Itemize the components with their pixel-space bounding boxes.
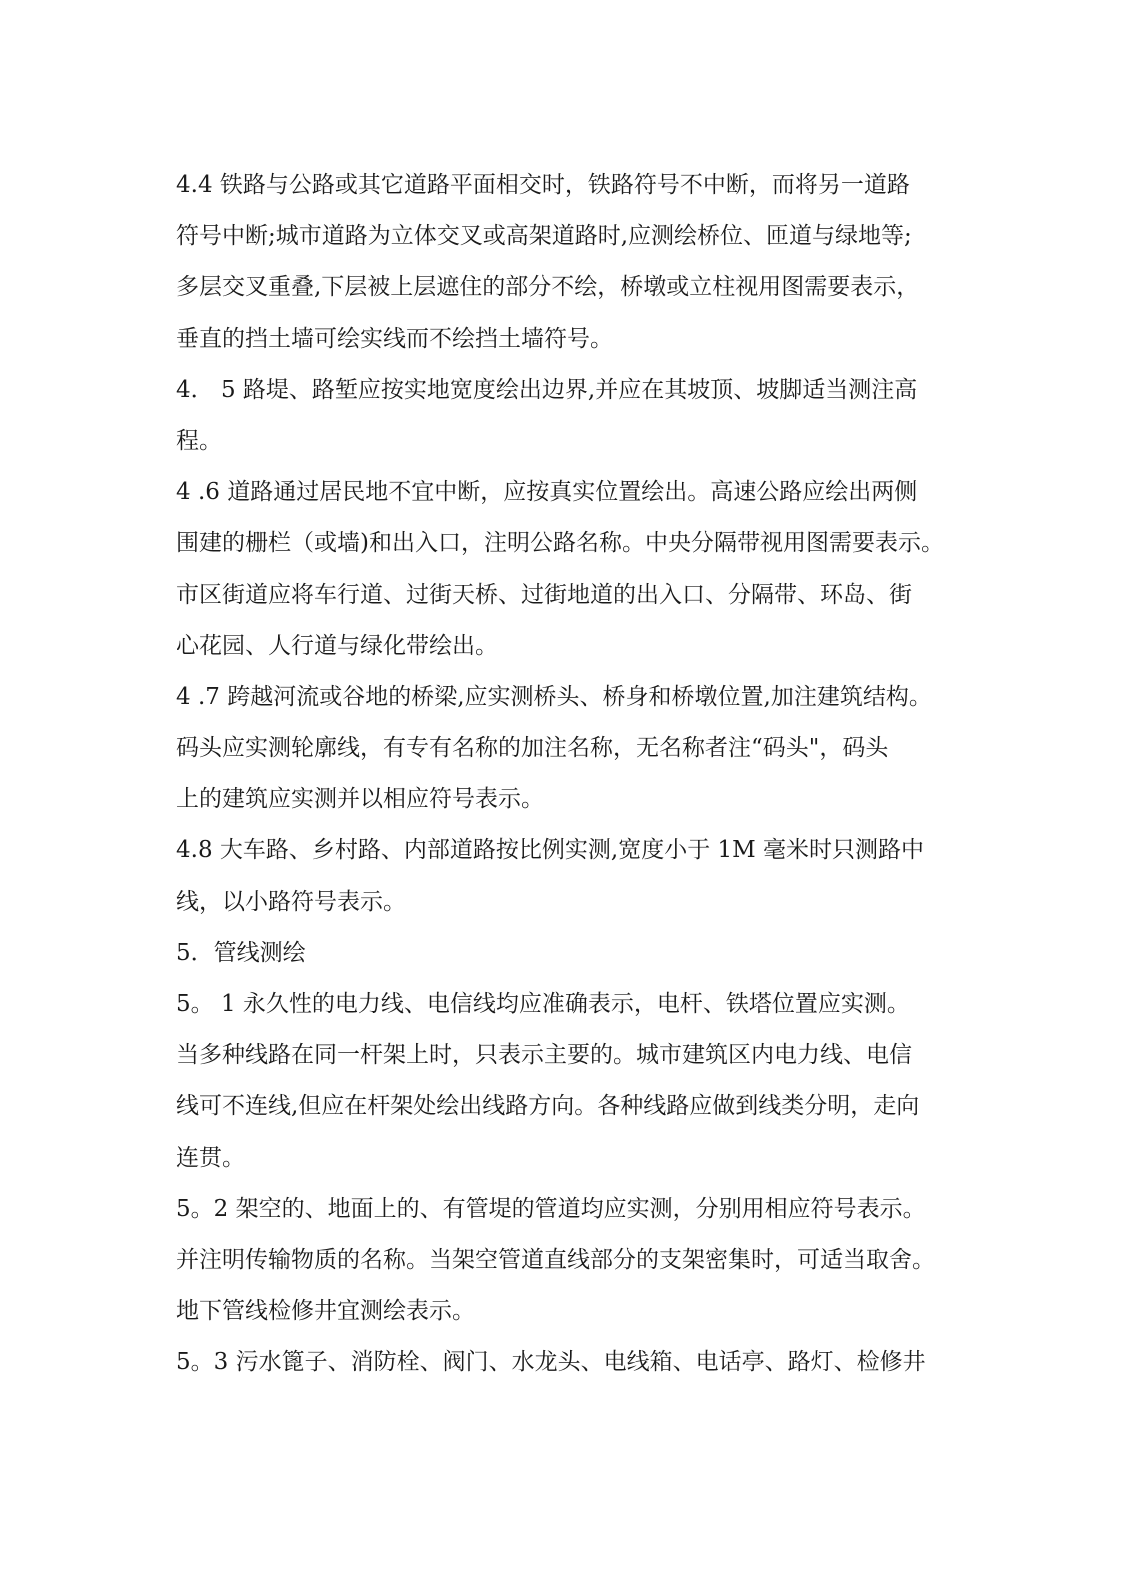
text-line: 当多种线路在同一杆架上时，只表示主要的。城市建筑区内电力线、电信 bbox=[176, 1042, 912, 1069]
text-line: 5。 1 永久性的电力线、电信线均应准确表示，电杆、铁塔位置应实测。 bbox=[176, 991, 910, 1017]
text-line: 连贯。 bbox=[176, 1144, 245, 1171]
text-line: 符号中断;城市道路为立体交叉或高架道路时,应测绘桥位、匝道与绿地等; bbox=[176, 223, 912, 250]
text-line: 4.8 大车路、乡村路、内部道路按比例实测,宽度小于 1M 毫米时只测路中 bbox=[176, 837, 925, 864]
text-line: 线，以小路符号表示。 bbox=[176, 888, 406, 915]
text-line: 5。2 架空的、地面上的、有管堤的管道均应实测，分别用相应符号表示。 bbox=[176, 1195, 926, 1222]
text-line: 4.4 铁路与公路或其它道路平面相交时，铁路符号不中断，而将另一道路 bbox=[176, 172, 910, 198]
text-line: 5。3 污水篦子、消防栓、阀门、水龙头、电线箱、电话亭、路灯、检修井 bbox=[176, 1349, 926, 1376]
text-line: 上的建筑应实测并以相应符号表示。 bbox=[176, 786, 544, 813]
text-line: 4． 5 路堤、路堑应按实地宽度绘出边界,并应在其坡顶、坡脚适当测注高 bbox=[176, 376, 918, 403]
section-heading: 5．管线测绘 bbox=[176, 939, 306, 966]
body-text bbox=[176, 160, 966, 1389]
text-line: 线可不连线,但应在杆架处绘出线路方向。各种线路应做到线类分明，走向 bbox=[176, 1093, 920, 1120]
text-line: 多层交叉重叠,下层被上层遮住的部分不绘，桥墩或立柱视用图需要表示， bbox=[176, 274, 920, 301]
text-line: 心花园、人行道与绿化带绘出。 bbox=[176, 632, 498, 659]
text-line: 4 .6 道路通过居民地不宜中断，应按真实位置绘出。高速公路应绘出两侧 bbox=[176, 479, 918, 506]
text-line: 地下管线检修井宜测绘表示。 bbox=[176, 1298, 475, 1325]
text-line: 围建的栅栏（或墙)和出入口，注明公路名称。中央分隔带视用图需要表示。 bbox=[176, 530, 944, 557]
text-line: 程。 bbox=[176, 427, 222, 454]
text-line: 4 .7 跨越河流或谷地的桥梁,应实测桥头、桥身和桥墩位置,加注建筑结构。 bbox=[176, 683, 932, 710]
text-line: 码头应实测轮廓线，有专有名称的加注名称，无名称者注“码头"，码头 bbox=[176, 735, 889, 762]
text-line: 市区街道应将车行道、过街天桥、过街地道的出入口、分隔带、环岛、街 bbox=[176, 581, 912, 608]
text-line: 并注明传输物质的名称。当架空管道直线部分的支架密集时，可适当取舍。 bbox=[176, 1246, 935, 1273]
text-line: 垂直的挡土墙可绘实线而不绘挡土墙符号。 bbox=[176, 325, 613, 352]
